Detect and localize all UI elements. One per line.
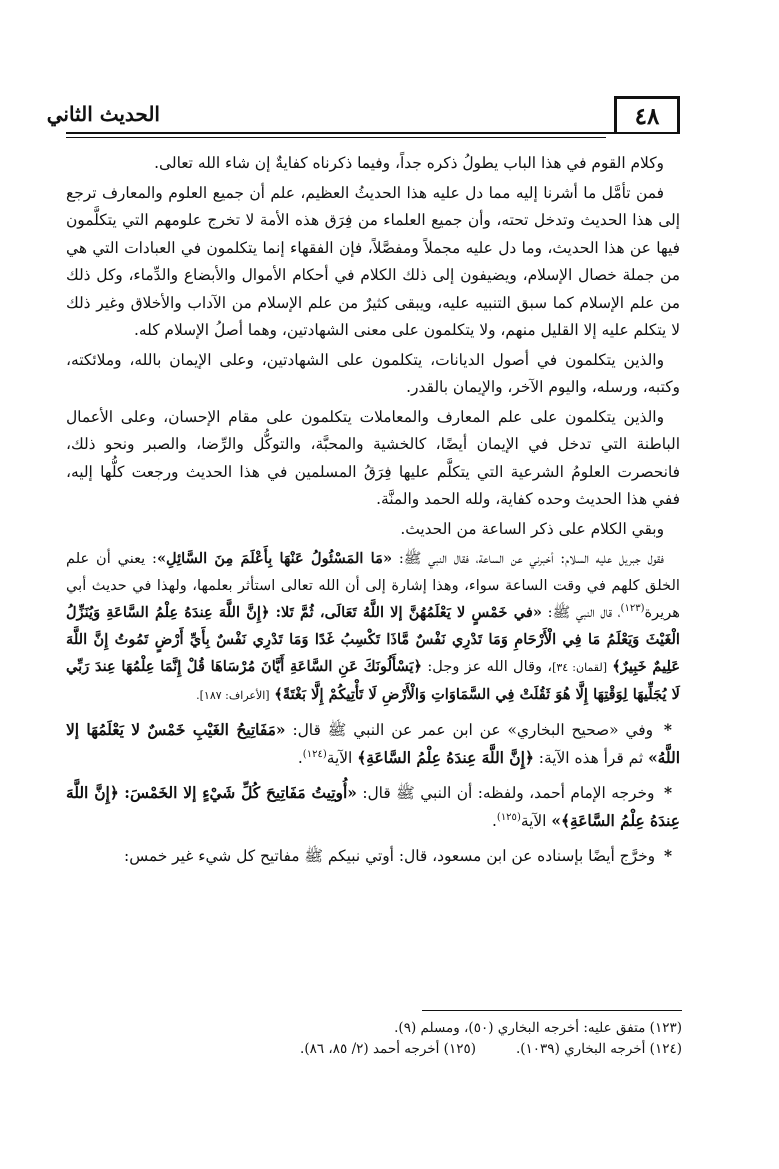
running-title: الحديث الثاني <box>46 102 160 126</box>
hadith-quote-3: ﴿يَسْأَلُونَكَ عَنِ السَّاعَةِ أَيَّانَ مُرْسَاهَا قُلْ إِنَّمَا عِلْمُهَا عِندَ رَبِّي لَا يُجَلِّيهَا لِوَقْتِهَا إِلَّا هُوَ ثَقُلَتْ فِي السَّمَاوَاتِ وَالْأَرْضِ لَا تَأْتِيكُمْ إِلَّا بَغْتَةً﴾ <box>66 658 680 703</box>
bullet-mark: * <box>663 784 672 802</box>
page-number: ٤٨ <box>614 96 680 134</box>
bullet-2-text-c: الآية <box>520 811 552 830</box>
paragraph-5: وبقي الكلام على ذكر الساعة من الحديث. <box>400 519 664 538</box>
header-rule <box>66 132 680 134</box>
bullet-1-quote-a: «مَفَاتِيحُ الغَيْبِ خَمْسٌ لا يَعْلَمُهَا إلا اللَّهُ» <box>66 721 680 767</box>
bullet-mark: * <box>663 847 672 865</box>
body-text <box>66 150 680 873</box>
bullet-2-quote-a: «أُوتِيتُ مَفَاتِيحَ كُلِّ شَيْءٍ إلا الخَمْسَ: <box>124 784 357 802</box>
bullet-1-quote-b: ﴿إِنَّ اللَّهَ عِندَهُ عِلْمُ السَّاعَةِ﴾ <box>357 748 534 767</box>
paragraph-4: والذين يتكلمون على علم المعارف والمعاملات يتكلمون على مقام الإحسان، وعلى الأعمال الباطنة التي تدخل في الإيمان أيضًا، كالخشية والمحبَّة، والتوكُّل والرِّضا، والصبر ونحو ذلك، فانحصرت العلومُ الشرعية التي يتكلَّم عليها فِرَقُ المسلمين في هذا الحديث ورجعت كلُّها إليه، ففي هذا الحديث وحده كفاية، ولله الحمد والمنَّة. <box>66 407 680 508</box>
hadith-paragraph <box>66 545 680 709</box>
bullet-2-text-a: وخرجه الإمام أحمد، ولفظه: أن النبي ﷺ قال: <box>362 784 655 802</box>
paragraph-1: وكلام القوم في هذا الباب يطولُ ذكره جداً، وفيما ذكرناه كفايةٌ إن شاء الله تعالى. <box>154 154 664 172</box>
bullet-mark: * <box>663 721 672 739</box>
bullet-1-text-a: وفي «صحيح البخاري» عن ابن عمر عن النبي ﷺ قال: <box>292 721 654 739</box>
bullet-paragraph-2 <box>66 780 680 835</box>
hadith-text-2: ، قال النبي ﷺ: <box>547 604 621 621</box>
bullet-3-text-a: وخرَّج أيضًا بإسناده عن ابن مسعود، قال: أوتي نبيكم ﷺ مفاتيح كل شيء غير خمس: <box>124 847 656 865</box>
bullet-2-end: . <box>492 811 497 830</box>
hadith-intro: فقول جبريل عليه السلام: أخبرني عن الساعة، فقال النبي ﷺ: <box>398 550 665 567</box>
bullet-2-quote-b: ﴿إِنَّ اللَّهَ عِندَهُ عِلْمُ السَّاعَةِ﴾» <box>66 784 680 830</box>
hadith-quote-1: «مَا المَسْئُولُ عَنْهَا بِأَعْلَمَ مِنَ السَّائِلِ» <box>156 550 393 567</box>
bullet-paragraph-1 <box>66 717 680 772</box>
hadith-quote-2: «في خَمْسٍ لا يَعْلَمُهُنَّ إلا اللَّهُ تَعَالَى، ثُمَّ تَلا: ﴿إِنَّ اللَّهَ عِندَهُ عِلْمُ السَّاعَةِ وَيُنَزِّلُ الْغَيْثَ وَيَعْلَمُ مَا فِي الْأَرْحَامِ وَمَا تَدْرِي نَفْسٌ مَّاذَا تَكْسِبُ غَدًا وَمَا تَدْرِي نَفْسٌ بِأَيِّ أَرْضٍ تَمُوتُ إِنَّ اللَّهَ عَلِيمٌ خَبِيرٌ﴾ <box>66 604 681 675</box>
header-rule-thin <box>66 137 606 138</box>
paragraph-2: فمن تأمَّل ما أشرنا إليه مما دل عليه هذا الحديثُ العظيم، علم أن جميع العلوم والمعارف ترجع إلى هذا الحديث وتدخل تحته، وأن جميع العلماء من فِرَق هذه الأمة لا تخرج علومهم التي يتكلَّمون فيها عن هذا الحديث، وما دل عليه مجملاً ومفصَّلاً، فإن الفقهاء إنما يتكلمون في العبادات التي هي من جملة خصال الإسلام، ويضيفون إلى ذلك الكلام في أحكام الأموال والأبضاع والدِّماء، وكل ذلك من علم الإسلام كما سبق التنبيه عليه، ويبقى كثيرٌ من علم الإسلام من الآداب والأخلاق وغير ذلك لا يتكلم عليه إلا القليل منهم، ولا يتكلمون على معنى الشهادتين، وهما أصلُ الإسلام كله. <box>66 183 680 339</box>
footnote-125: (١٢٥) أخرجه أحمد (٢/ ٨٥، ٨٦). <box>300 1041 476 1057</box>
quran-ref-araf: [الأعراف: ١٨٧]. <box>196 689 270 702</box>
footnote-marker-124: (١٢٤) <box>302 748 327 760</box>
paragraph-3: والذين يتكلمون في أصول الديانات، يتكلمون على الشهادتين، وعلى الإيمان بالله، وملائكته، وكتبه، ورسله، واليوم الآخر، والإيمان بالقدر. <box>66 350 680 396</box>
bullet-1-text-c: الآية <box>326 748 358 767</box>
footnote-marker-123: (١٢٣) <box>620 603 645 615</box>
footnote-separator <box>422 1010 682 1011</box>
quran-ref-luqman: [لقمان: ٣٤] <box>552 661 607 674</box>
footnote-124: (١٢٤) أخرجه البخاري (١٠٣٩). <box>515 1041 682 1057</box>
footnote-123: (١٢٣) متفق عليه: أخرجه البخاري (٥٠)، ومسلم (٩). <box>394 1020 682 1036</box>
page-header <box>46 88 680 140</box>
hadith-text-1: : يعني أن علم الخلق كلهم في وقت الساعة سواء، وهذا إشارة إلى أن الله تعالى استأثر بعلمها، ولهذا في حديث أبي هريرة <box>66 550 680 621</box>
bullet-1-text-b: ثم قرأ هذه الآية: <box>538 748 649 767</box>
hadith-text-3: ، وقال الله عز وجل: <box>427 658 553 675</box>
footnotes <box>122 1018 682 1060</box>
footnote-marker-125: (١٢٥) <box>496 811 521 823</box>
bullet-paragraph-3 <box>66 843 680 871</box>
bullet-1-end: . <box>297 748 303 767</box>
footnote-row <box>122 1039 682 1060</box>
